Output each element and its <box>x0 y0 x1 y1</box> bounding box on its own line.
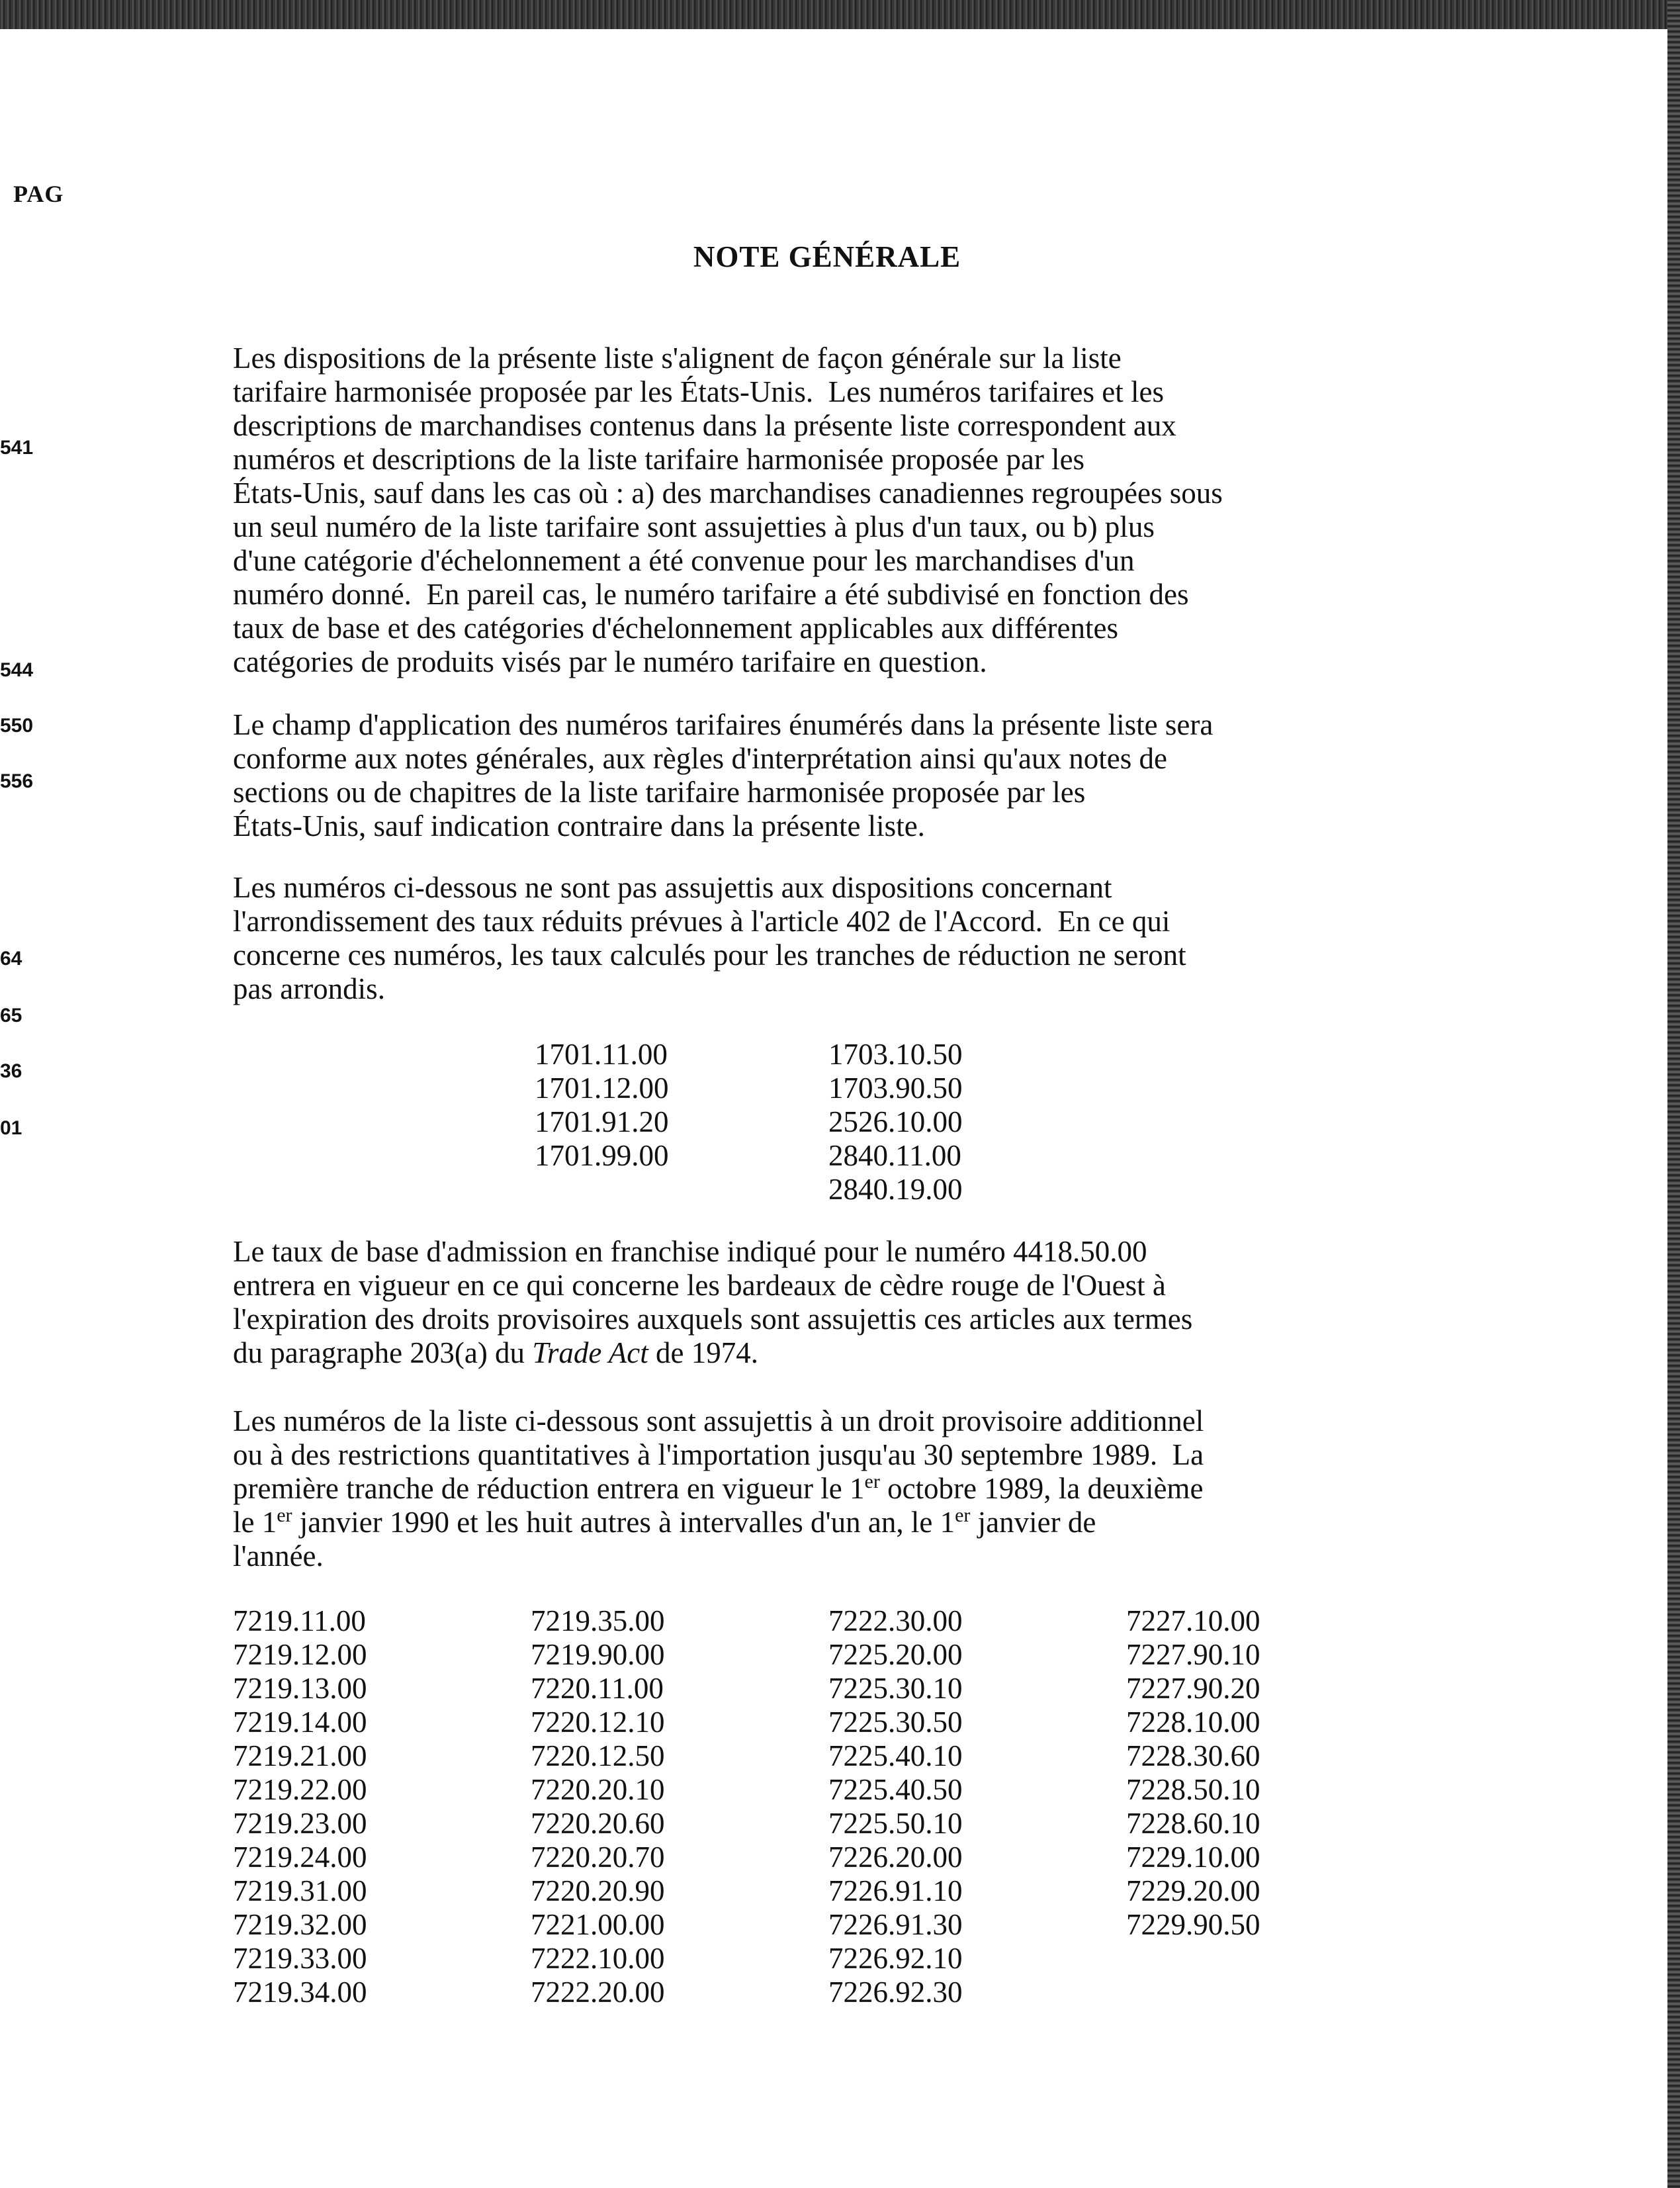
tariff-code: 7220.11.00 <box>531 1672 664 1705</box>
tariff-code: 1701.12.00 <box>535 1071 669 1105</box>
text-line: l'expiration des droits provisoires auxquels sont assujettis ces articles aux termes <box>233 1302 1193 1336</box>
tariff-code: 7225.50.10 <box>828 1807 963 1840</box>
tariff-code: 7226.91.10 <box>828 1874 963 1907</box>
text-line: Le taux de base d'admission en franchise indiqué pour le numéro 4418.50.00 <box>233 1235 1147 1268</box>
tariff-code: 7220.20.70 <box>531 1841 665 1874</box>
tariff-code: 7229.10.00 <box>1126 1841 1260 1874</box>
tariff-code: 7226.20.00 <box>828 1841 963 1874</box>
text-line: sections ou de chapitres de la liste tarifaire harmonisée proposée par les <box>233 776 1086 809</box>
tariff-code: 7229.90.50 <box>1126 1908 1260 1941</box>
text-line: tarifaire harmonisée proposée par les États-Unis. Les numéros tarifaires et les <box>233 375 1164 408</box>
tariff-code: 7221.00.00 <box>531 1908 665 1941</box>
paragraph-base-rate <box>233 1235 1421 1370</box>
tariff-code: 7225.40.50 <box>828 1773 963 1806</box>
text-line: l'arrondissement des taux réduits prévues à l'article 402 de l'Accord. En ce qui <box>233 905 1171 938</box>
tariff-code: 7226.91.30 <box>828 1908 963 1941</box>
text-line: descriptions de marchandises contenus dans la présente liste correspondent aux <box>233 409 1176 442</box>
paragraph-rounding <box>233 871 1421 1006</box>
margin-number: 36 <box>0 1060 22 1082</box>
tariff-code: 7219.12.00 <box>233 1638 367 1671</box>
code-column <box>1126 1604 1260 1942</box>
tariff-code: 7220.20.90 <box>531 1874 665 1907</box>
tariff-code: 7220.12.10 <box>531 1706 665 1739</box>
tariff-code: 2840.11.00 <box>828 1139 961 1172</box>
text-fragment: janvier de <box>970 1506 1096 1539</box>
tariff-code: 7219.31.00 <box>233 1874 367 1907</box>
tariff-code: 7219.33.00 <box>233 1942 367 1975</box>
text-line <box>233 1472 1421 1506</box>
text-line: un seul numéro de la liste tarifaire sont assujetties à plus d'un taux, ou b) plus <box>233 510 1155 543</box>
tariff-code: 7226.92.30 <box>828 1976 963 2009</box>
scan-top-border <box>0 0 1680 29</box>
text-fragment: le 1 <box>233 1506 277 1539</box>
paragraph-provisional <box>233 1404 1421 1573</box>
paragraph-alignment <box>233 342 1421 679</box>
tariff-code: 7220.20.60 <box>531 1807 665 1840</box>
tariff-code: 7227.90.20 <box>1126 1672 1260 1705</box>
tariff-code: 7220.20.10 <box>531 1773 665 1806</box>
margin-number: 550 <box>0 715 34 737</box>
page-title: NOTE GÉNÉRALE <box>693 240 961 273</box>
tariff-code: 7219.14.00 <box>233 1706 367 1739</box>
tariff-code: 7219.24.00 <box>233 1841 367 1874</box>
tariff-code: 7219.23.00 <box>233 1807 367 1840</box>
tariff-code: 7228.10.00 <box>1126 1706 1260 1739</box>
tariff-code: 1703.90.50 <box>828 1071 963 1105</box>
tariff-code: 2526.10.00 <box>828 1105 963 1138</box>
tariff-code: 7225.20.00 <box>828 1638 963 1671</box>
tariff-code: 7229.20.00 <box>1126 1874 1260 1907</box>
page-label: PAG <box>13 181 64 207</box>
act-title: Trade Act <box>532 1336 648 1369</box>
text-line <box>233 1336 1421 1370</box>
tariff-code: 1701.99.00 <box>535 1139 669 1172</box>
tariff-code: 7226.92.10 <box>828 1942 963 1975</box>
tariff-code: 1701.91.20 <box>535 1105 669 1138</box>
text-fragment: janvier 1990 et les huit autres à intervalles d'un an, le 1 <box>292 1506 955 1539</box>
text-fragment: de 1974. <box>648 1336 758 1369</box>
tariff-code: 7219.22.00 <box>233 1773 367 1806</box>
superscript: er <box>864 1471 880 1492</box>
text-line: Les numéros de la liste ci-dessous sont assujettis à un droit provisoire additionnel <box>233 1404 1204 1437</box>
code-column <box>828 1604 963 2009</box>
text-line: concerne ces numéros, les taux calculés pour les tranches de réduction ne seront <box>233 938 1186 972</box>
tariff-code: 1701.11.00 <box>535 1038 668 1071</box>
text-fragment: octobre 1989, la deuxième <box>879 1472 1204 1505</box>
tariff-code: 7222.30.00 <box>828 1604 963 1637</box>
tariff-code: 7220.12.50 <box>531 1739 665 1772</box>
tariff-code: 7222.20.00 <box>531 1976 665 2009</box>
text-line: ou à des restrictions quantitatives à l'importation jusqu'au 30 septembre 1989. La <box>233 1438 1204 1471</box>
code-column <box>535 1038 669 1173</box>
text-line: l'année. <box>233 1539 324 1573</box>
text-line <box>233 1506 1421 1539</box>
tariff-code: 2840.19.00 <box>828 1173 963 1206</box>
text-line: conforme aux notes générales, aux règles d'interprétation ainsi qu'aux notes de <box>233 742 1167 775</box>
superscript: er <box>277 1504 292 1526</box>
text-line: d'une catégorie d'échelonnement a été convenue pour les marchandises d'un <box>233 544 1135 577</box>
tariff-code: 7219.21.00 <box>233 1739 367 1772</box>
code-column <box>828 1038 963 1207</box>
text-line: numéros et descriptions de la liste tarifaire harmonisée proposée par les <box>233 443 1085 476</box>
tariff-code: 7219.35.00 <box>531 1604 665 1637</box>
tariff-code: 7219.32.00 <box>233 1908 367 1941</box>
tariff-code: 7225.30.50 <box>828 1706 963 1739</box>
text-line: pas arrondis. <box>233 972 385 1005</box>
tariff-code: 7219.34.00 <box>233 1976 367 2009</box>
tariff-code: 7222.10.00 <box>531 1942 665 1975</box>
tariff-code: 7219.90.00 <box>531 1638 665 1671</box>
tariff-code: 7228.30.60 <box>1126 1739 1260 1772</box>
text-line: Le champ d'application des numéros tarifaires énumérés dans la présente liste sera <box>233 708 1214 741</box>
tariff-code: 7227.10.00 <box>1126 1604 1260 1637</box>
tariff-code: 7227.90.10 <box>1126 1638 1260 1671</box>
margin-number: 544 <box>0 659 34 681</box>
text-line: Les dispositions de la présente liste s'alignent de façon générale sur la liste <box>233 342 1122 375</box>
scan-right-border <box>1667 0 1680 2188</box>
margin-number: 64 <box>0 948 22 970</box>
text-line: entrera en vigueur en ce qui concerne les bardeaux de cèdre rouge de l'Ouest à <box>233 1269 1166 1302</box>
margin-number: 65 <box>0 1005 22 1026</box>
text-line: États-Unis, sauf indication contraire dans la présente liste. <box>233 809 925 843</box>
text-line: Les numéros ci-dessous ne sont pas assujettis aux dispositions concernant <box>233 871 1112 904</box>
tariff-code: 7225.40.10 <box>828 1739 963 1772</box>
tariff-code: 7219.11.00 <box>233 1604 366 1637</box>
text-line: taux de base et des catégories d'échelonnement applicables aux différentes <box>233 612 1118 645</box>
tariff-code: 7225.30.10 <box>828 1672 963 1705</box>
text-fragment: du paragraphe 203(a) du <box>233 1336 533 1369</box>
text-line: catégories de produits visés par le numéro tarifaire en question. <box>233 645 987 678</box>
text-fragment: première tranche de réduction entrera en vigueur le 1 <box>233 1472 865 1505</box>
code-column <box>233 1604 367 2009</box>
tariff-code: 7228.60.10 <box>1126 1807 1260 1840</box>
tariff-code: 7219.13.00 <box>233 1672 367 1705</box>
tariff-code: 1703.10.50 <box>828 1038 963 1071</box>
tariff-code: 7228.50.10 <box>1126 1773 1260 1806</box>
margin-number: 541 <box>0 437 34 459</box>
paragraph-scope <box>233 708 1421 843</box>
margin-number: 556 <box>0 770 34 792</box>
text-line: États-Unis, sauf dans les cas où : a) des marchandises canadiennes regroupées sous <box>233 477 1223 510</box>
code-column <box>531 1604 665 2009</box>
superscript: er <box>955 1504 971 1526</box>
margin-number: 01 <box>0 1117 22 1139</box>
text-line: numéro donné. En pareil cas, le numéro tarifaire a été subdivisé en fonction des <box>233 578 1189 611</box>
